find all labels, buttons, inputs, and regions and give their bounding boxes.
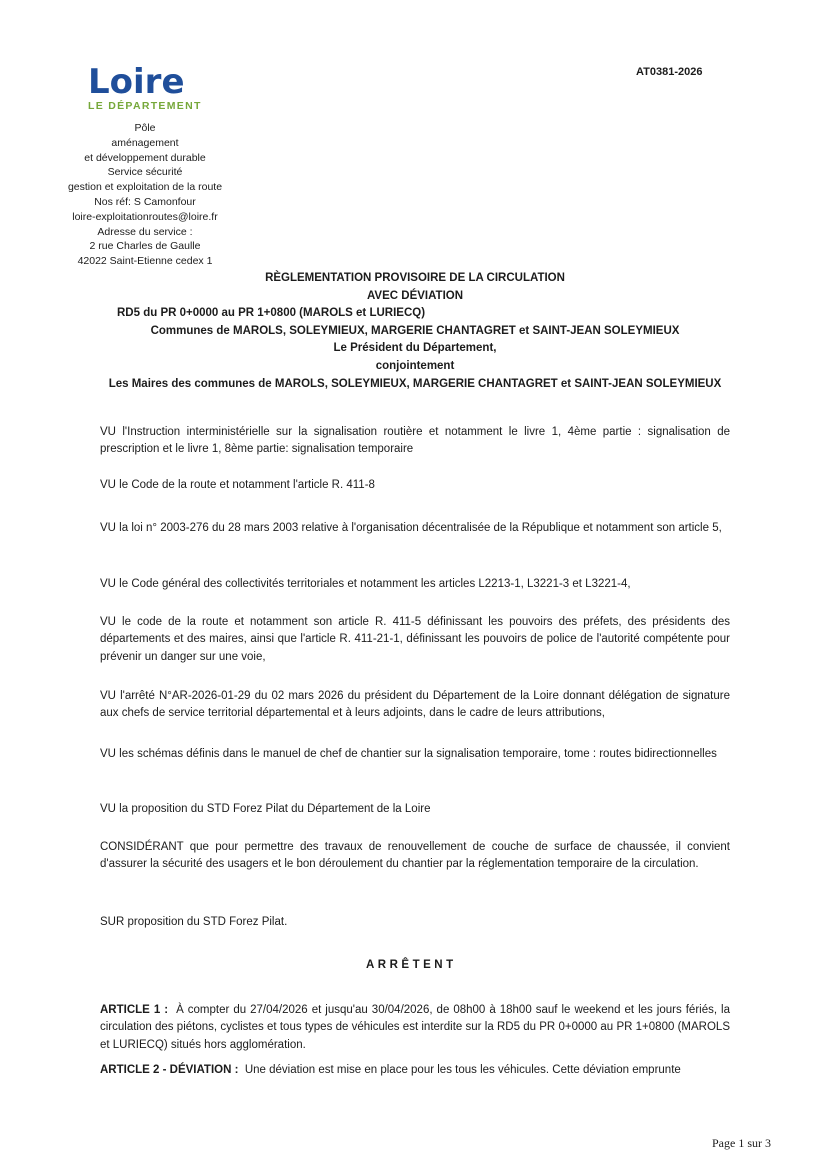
article-2-text: Une déviation est mise en place pour les tous les véhicules. Cette déviation emprunte [244, 1063, 681, 1076]
service-address-block [40, 121, 250, 269]
logo-subtitle: LE DÉPARTEMENT [88, 100, 202, 112]
title-regulation: RÈGLEMENTATION PROVISOIRE DE LA CIRCULATION [265, 272, 565, 284]
service-line: gestion et exploitation de la route [67, 181, 223, 194]
consideration-arrete-delegation: VU l'arrêté N°AR-2026-01-29 du 02 mars 2026 du président du Département de la Loire donnant délégation de signature aux chefs de service territorial départemental et à leurs adjoints, dans le cadre de leurs attributions, [100, 689, 730, 719]
document-reference: AT0381-2026 [636, 66, 703, 78]
service-line: Pôle [134, 122, 156, 134]
title-president: Le Président du Département, [333, 342, 497, 355]
service-line: aménagement [111, 136, 179, 149]
consideration-r411-5: VU le code de la route et notamment son article R. 411-5 définissant les pouvoirs des préfets, des présidents des départements et des maires, ainsi que l'article R. 411-21-1, définissant les pouvoirs de police de l'autorité compétente pour prévenir un danger sur une voie, [100, 615, 730, 663]
consideration-schemas: VU les schémas définis dans le manuel de chef de chantier sur la signalisation temporaire, tome : routes bidirectionnelles [100, 747, 717, 760]
article-1-text: À compter du 27/04/2026 et jusqu'au 30/04/2026, de 08h00 à 18h00 sauf le weekend et les jours fériés, la circulation des piétons, cyclistes et tous types de véhicules est interdite sur la RD5 du PR 0+0000 au PR 1+0800 (MAROLS et LURIECQ) situés hors agglomération. [100, 1003, 731, 1051]
article-1 [100, 1002, 730, 1055]
consideration-loi-2003: VU la loi n° 2003-276 du 28 mars 2003 relative à l'organisation décentralisée de la République et notamment son article 5, [100, 521, 722, 534]
service-line: Adresse du service : [97, 225, 193, 238]
title-communes: Communes de MAROLS, SOLEYMIEUX, MARGERIE CHANTAGRET et SAINT-JEAN SOLEYMIEUX [150, 324, 680, 337]
service-email: loire-exploitationroutes@loire.fr [72, 210, 218, 223]
service-line: Nos réf: S Camonfour [94, 195, 196, 208]
logo-wordmark: Loire [88, 62, 185, 102]
title-mayors: Les Maires des communes de MAROLS, SOLEYMIEUX, MARGERIE CHANTAGRET et SAINT-JEAN SOLEYMIEUX [108, 377, 722, 390]
considering-works: CONSIDÉRANT que pour permettre des travaux de renouvellement de couche de surface de chaussée, il convient d'assurer la sécurité des usagers et le bon déroulement du chantier par la réglementation temporaire de la circulation. [100, 840, 730, 870]
service-line: Service sécurité [107, 166, 183, 179]
title-deviation: AVEC DÉVIATION [366, 289, 464, 302]
consideration-cgct: VU le Code général des collectivités territoriales et notamment les articles L2213-1, L3221-3 et L3221-4, [100, 577, 631, 590]
title-road-section: RD5 du PR 0+0000 au PR 1+0800 (MAROLS et LURIECQ) [117, 307, 426, 320]
department-logo [88, 64, 202, 112]
title-jointly: conjointement [375, 359, 455, 372]
document-titles [40, 270, 790, 393]
on-proposal: SUR proposition du STD Forez Pilat. [100, 915, 288, 928]
consideration-std-proposal: VU la proposition du STD Forez Pilat du Département de la Loire [100, 802, 431, 815]
arretent-heading: ARRÊTENT [366, 959, 457, 971]
service-line: 42022 Saint-Etienne cedex 1 [77, 255, 213, 268]
consideration-instruction: VU l'Instruction interministérielle sur la signalisation routière et notamment le livre 1, 4ème partie : signalisation de prescription et le livre 1, 8ème partie: signalisation temporaire [100, 425, 730, 455]
article-2-label: ARTICLE 2 - DÉVIATION : [100, 1063, 239, 1076]
page-number: Page 1 sur 3 [712, 1136, 771, 1150]
article-1-label: ARTICLE 1 : [100, 1003, 169, 1016]
service-line: 2 rue Charles de Gaulle [89, 240, 201, 253]
consideration-code-route: VU le Code de la route et notamment l'article R. 411-8 [100, 478, 375, 491]
article-2 [100, 1062, 730, 1080]
service-line: et développement durable [84, 151, 206, 164]
